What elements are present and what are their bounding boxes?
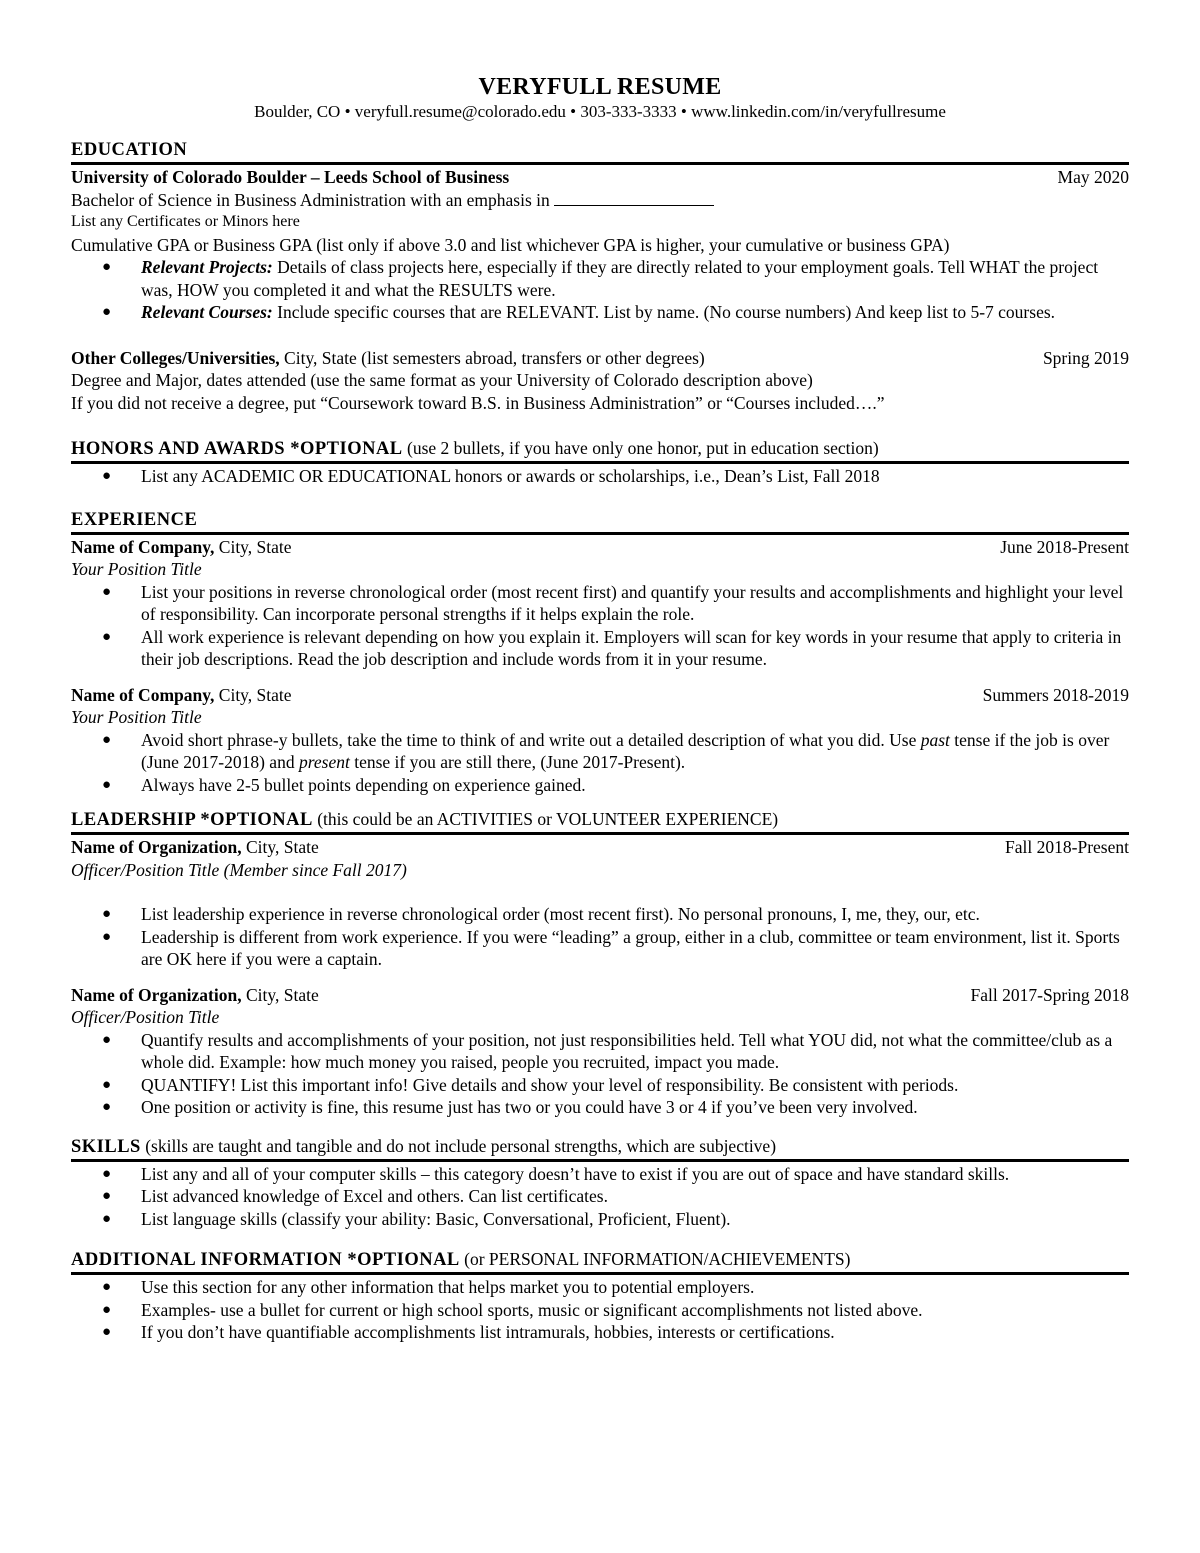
experience-section — [71, 509, 1129, 797]
degree-line — [71, 189, 1129, 212]
bullet-icon: ● — [102, 468, 112, 484]
bullet-icon: ● — [102, 1324, 112, 1340]
school-row — [71, 347, 1129, 370]
education-heading — [71, 139, 1129, 165]
bullet-text: Always have 2-5 bullet points depending on experience gained. — [141, 774, 586, 795]
experience-heading — [71, 509, 1129, 535]
bullet-icon: ● — [102, 1165, 112, 1182]
bullet-text: If you don’t have quantifiable accomplishments list intramurals, hobbies, interests or certifications. — [141, 1322, 835, 1342]
additional-note: (or PERSONAL INFORMATION/ACHIEVEMENTS) — [459, 1249, 851, 1269]
bullet-icon: ● — [102, 1076, 112, 1093]
list-item — [71, 256, 1129, 301]
bullet-icon: ● — [102, 928, 112, 945]
bullet-icon: ● — [102, 304, 112, 320]
additional-bullets — [71, 1276, 1129, 1344]
job-date: Summers 2018-2019 — [982, 684, 1129, 705]
bullet-text: Examples- use a bullet for current or high school sports, music or significant accomplishments not listed above. — [141, 1299, 923, 1320]
bullet-icon: ● — [102, 628, 112, 645]
gpa-line: Cumulative GPA or Business GPA (list only if above 3.0 and list whichever GPA is higher, your cumulative or business GPA) — [71, 234, 950, 255]
school-location: City, State (list semesters abroad, transfers or other degrees) — [279, 347, 705, 368]
org-bullets — [71, 1029, 1129, 1119]
list-item — [71, 926, 1129, 971]
bullet-icon: ● — [102, 1031, 112, 1048]
list-item — [71, 1185, 1129, 1208]
list-item — [71, 626, 1129, 671]
additional-title: ADDITIONAL INFORMATION *OPTIONAL — [71, 1250, 460, 1270]
bullet-text: All work experience is relevant depending on how you explain it. Employers will scan for key words in your resume that apply to criteria in their job descriptions. Read the job description and include words from it in your resume. — [141, 626, 1122, 669]
present-word: present — [298, 752, 350, 772]
bullet-text: Leadership is different from work experience. If you were “leading” a group, either in a club, committee or team environment, list it. Sports are OK here if you were a captain. — [141, 926, 1120, 969]
bullet-icon: ● — [102, 1279, 112, 1295]
org-name: Name of Organization, — [71, 837, 242, 857]
resume-name: VERYFULL RESUME — [478, 74, 722, 100]
leadership-heading — [71, 808, 1129, 835]
contact-line: Boulder, CO • veryfull.resume@colorado.edu • 303-333-3333 • www.linkedin.com/in/veryfullresume — [254, 102, 946, 121]
bullet-text: One position or activity is fine, this resume just has two or you could have 3 or 4 if you’ve been very involved. — [141, 1097, 918, 1117]
job-row — [71, 536, 1129, 559]
bullet-icon: ● — [102, 776, 112, 793]
school-row — [71, 166, 1129, 189]
bullet-text: List any and all of your computer skills – this category doesn’t have to exist if you are out of space and have standard skills. — [141, 1163, 1010, 1184]
list-item — [71, 774, 1129, 797]
list-item — [71, 1096, 1129, 1119]
education-bullets — [71, 256, 1129, 324]
bullet-text: List any ACADEMIC OR EDUCATIONAL honors or awards or scholarships, i.e., Dean’s List, Fall 2018 — [141, 466, 880, 486]
bullet-icon: ● — [102, 259, 112, 275]
school-name: University of Colorado Boulder – Leeds School of Business — [71, 167, 510, 187]
bullet-text: Avoid short phrase-y bullets, take the time to think of and write out a detailed description of what you did. Use — [141, 729, 921, 750]
honors-title: HONORS AND AWARDS *OPTIONAL — [71, 439, 403, 459]
certs-line: List any Certificates or Minors here — [71, 213, 300, 230]
list-item — [71, 1029, 1129, 1074]
honors-heading — [71, 437, 1129, 464]
list-item — [71, 729, 1129, 774]
bullet-icon: ● — [102, 731, 112, 748]
job-row — [71, 684, 1129, 707]
position-title: Your Position Title — [71, 559, 202, 579]
honors-section — [71, 437, 1129, 488]
list-item — [71, 1321, 1129, 1344]
org-date: Fall 2017-Spring 2018 — [970, 984, 1129, 1005]
company-location: City, State — [214, 536, 292, 557]
skills-bullets — [71, 1163, 1129, 1231]
skills-section — [71, 1135, 1129, 1231]
resume-content — [71, 73, 1129, 1344]
skills-title: SKILLS — [71, 1136, 141, 1157]
org-name: Name of Organization, — [71, 984, 242, 1005]
past-word: past — [920, 729, 950, 750]
bullet-icon: ● — [102, 1210, 112, 1227]
leadership-section — [71, 808, 1129, 1119]
org-date: Fall 2018-Present — [1005, 837, 1129, 857]
bullet-label: Relevant Projects: — [141, 257, 273, 277]
org-location: City, State — [241, 984, 319, 1005]
emphasis-blank — [554, 189, 714, 206]
experience-title: EXPERIENCE — [71, 509, 198, 530]
bullet-icon: ● — [102, 1301, 112, 1318]
list-item — [71, 1163, 1129, 1186]
degree-line: Degree and Major, dates attended (use the same format as your University of Colorado description above) — [71, 370, 813, 390]
org-row — [71, 836, 1129, 859]
list-item — [71, 301, 1129, 324]
bullet-text: Include specific courses that are RELEVANT. List by name. (No course numbers) And keep list to 5-7 courses. — [272, 302, 1056, 322]
job-bullets — [71, 729, 1129, 797]
bullet-icon: ● — [102, 583, 112, 600]
position-title: Your Position Title — [71, 707, 202, 727]
org-bullets — [71, 903, 1129, 971]
list-item — [71, 465, 1129, 488]
list-item — [71, 581, 1129, 626]
skills-heading — [71, 1135, 1129, 1162]
skills-note: (skills are taught and tangible and do not include personal strengths, which are subjective) — [140, 1135, 777, 1156]
degree-text: Bachelor of Science in Business Administration with an emphasis in — [71, 189, 550, 210]
bullet-text: Use this section for any other information that helps market you to potential employers. — [141, 1277, 755, 1297]
bullet-text: List leadership experience in reverse chronological order (most recent first). No personal pronouns, I, me, they, our, etc. — [141, 904, 980, 924]
position-title: Officer/Position Title — [71, 1007, 220, 1027]
school-name: Other Colleges/Universities, — [71, 347, 280, 368]
company-name: Name of Company, — [71, 536, 215, 557]
bullet-text: List language skills (classify your ability: Basic, Conversational, Proficient, Fluent). — [141, 1208, 731, 1229]
bullet-text: Details of class projects here, especially if they are directly related to your employment goals. Tell WHAT the project was, HOW you completed it and what the RESULTS were. — [141, 257, 1099, 300]
additional-section — [71, 1248, 1129, 1344]
school-date: Spring 2019 — [1042, 347, 1129, 368]
company-location: City, State — [214, 684, 292, 705]
job-date: June 2018-Present — [1000, 536, 1129, 557]
degree-note: If you did not receive a degree, put “Coursework toward B.S. in Business Administration” or “Courses included….” — [71, 392, 885, 413]
school-date: May 2020 — [1057, 167, 1129, 187]
list-item — [71, 1208, 1129, 1231]
list-item — [71, 1074, 1129, 1097]
list-item — [71, 903, 1129, 926]
company-name: Name of Company, — [71, 684, 215, 705]
bullet-text: QUANTIFY! List this important info! Give details and show your level of responsibility. Be consistent with periods. — [141, 1074, 959, 1095]
bullet-text: List your positions in reverse chronological order (most recent first) and quantify your results and accomplishments and highlight your level of responsibility. Can incorporate personal strengths if it helps explain the role. — [141, 581, 1124, 624]
bullet-text: tense if you are still there, (June 2017-Present). — [349, 752, 686, 772]
list-item — [71, 1276, 1129, 1299]
education-title: EDUCATION — [71, 140, 188, 160]
bullet-text: tense if the job is over (June 2017-2018) and — [141, 729, 1110, 772]
org-location: City, State — [241, 837, 319, 857]
honors-bullets — [71, 465, 1129, 488]
bullet-icon: ● — [102, 1099, 112, 1115]
position-title: Officer/Position Title (Member since Fall 2017) — [71, 859, 407, 880]
honors-note: (use 2 bullets, if you have only one honor, put in education section) — [402, 438, 879, 458]
bullet-label: Relevant Courses: — [141, 302, 273, 322]
org-row — [71, 984, 1129, 1007]
bullet-text: Quantify results and accomplishments of your position, not just responsibilities held. Tell what YOU did, not what the committee/club as a whole did. Example: how much money you raised, people you recruited, impact you made. — [141, 1029, 1113, 1072]
leadership-note: (this could be an ACTIVITIES or VOLUNTEER EXPERIENCE) — [312, 809, 779, 829]
job-bullets — [71, 581, 1129, 671]
additional-heading — [71, 1248, 1129, 1275]
education-section — [71, 139, 1129, 414]
list-item — [71, 1299, 1129, 1322]
leadership-title: LEADERSHIP *OPTIONAL — [71, 810, 313, 830]
bullet-icon: ● — [102, 906, 112, 922]
bullet-icon: ● — [102, 1188, 112, 1204]
bullet-text: List advanced knowledge of Excel and others. Can list certificates. — [141, 1186, 608, 1206]
